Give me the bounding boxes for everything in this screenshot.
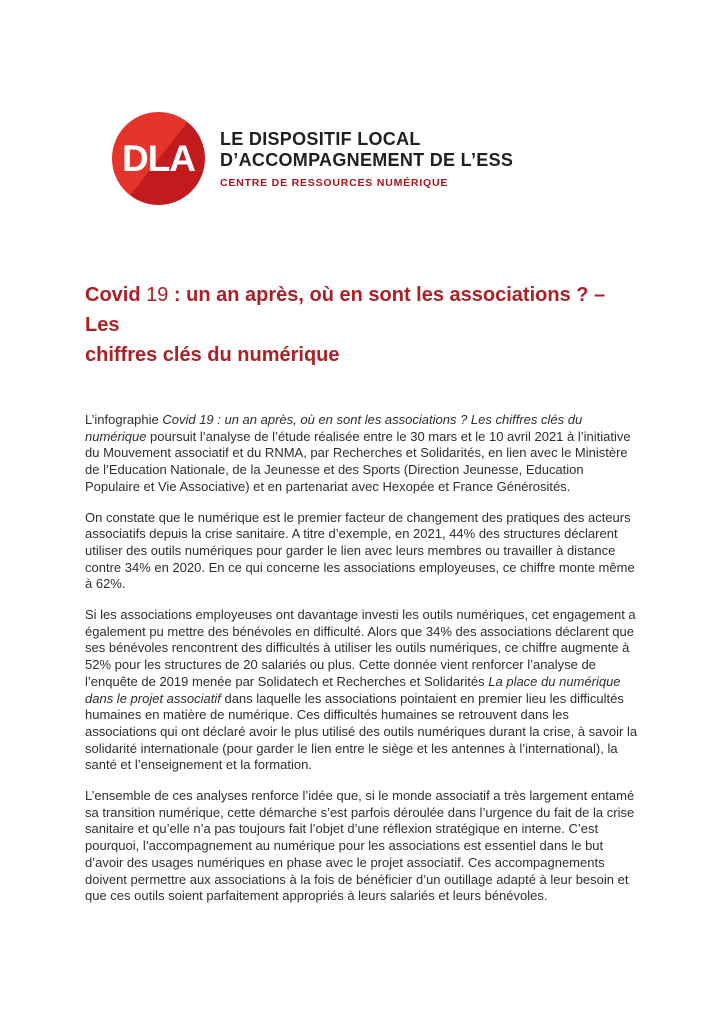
paragraph-3-italic-title: La place du numérique dans le projet associatif	[85, 673, 621, 706]
paragraph-3	[85, 607, 642, 774]
article-title-line2: chiffres clés du numérique	[85, 344, 340, 366]
paragraph-4: L’ensemble de ces analyses renforce l’idée que, si le monde associatif a très largement entamé sa transition numérique, cette démarche s’est parfois déroulée dans l’urgence du fait de la crise sanitaire et qu’elle n’a pas toujours fait l’objet d’une réflexion stratégique en interne. C’est pourquoi, l’accompagnement au numérique pour les associations est essentiel dans le but d’avoir des usages numériques en phase avec le projet associatif. Ces accompagnements doivent permettre aux associations à la fois de bénéficier d’un outillage adapté à leur besoin et que ces outils soient parfaitement appropriés à leurs salariés et leurs bénévoles.	[85, 788, 635, 904]
article-body	[85, 280, 642, 919]
brand-text	[220, 129, 513, 189]
paragraph-1-lead: L’infographie	[85, 412, 163, 427]
org-subtitle: CENTRE DE RESSOURCES NUMÉRIQUE	[220, 176, 449, 189]
dla-logo	[112, 112, 205, 205]
title-number-19: 19	[146, 284, 169, 306]
dla-logo-text: DLA	[121, 137, 196, 179]
title-word-covid: Covid	[85, 284, 147, 306]
paragraph-3-rest: dans laquelle les associations pointaient en premier lieu les difficultés humaines en matière de numérique. Ces difficultés humaines se retrouvent dans les associations qui ont déclaré avoir le plus utilisé des outils numériques durant la crise, à savoir la solidarité internationale (pour garder le lien entre le siège et les antennes à l’international), la santé et l’enseignement et la formation.	[85, 690, 638, 773]
article-title	[85, 280, 642, 370]
article-title-line1	[85, 280, 642, 340]
org-name-line1: LE DISPOSITIF LOCAL	[220, 128, 421, 149]
paragraph-2: On constate que le numérique est le premier facteur de changement des pratiques des acteurs associatifs depuis la crise sanitaire. A titre d’exemple, en 2021, 44% des structures déclarent utiliser des outils numériques pour garder le lien avec leurs membres ou travailler à distance contre 34% en 2020. En ce qui concerne les associations employeuses, ce chiffre monte même à 62%.	[85, 509, 635, 592]
org-name-line2: D’ACCOMPAGNEMENT DE L’ESS	[220, 149, 514, 170]
paragraph-1-italic-title: Covid 19 : un an après, où en sont les associations ? Les chiffres clés du numérique	[85, 412, 583, 444]
paragraph-3-lead: Si les associations employeuses ont davantage investi les outils numériques, cet engagement a également pu mettre des bénévoles en difficulté. Alors que 34% des associations déclarent que ses bénévoles rencontrent des difficultés à utiliser les outils numériques, ce chiffre augmente à 52% pour les structures de 20 salariés ou plus. Cette donnée vient renforcer l’analyse de l’enquête de 2019 menée par Solidatech et Recherches et Solidarités	[85, 607, 636, 689]
title-line1-rest: : un an après, où en sont les associations ? – Les	[85, 284, 606, 336]
paragraph-1-rest: poursuit l’analyse de l’étude réalisée entre le 30 mars et le 10 avril 2021 à l’initiative du Mouvement associatif et du RNMA, par Recherches et Solidarités, en lien avec le Ministère de l’Education Nationale, de la Jeunesse et des Sports (Direction Jeunesse, Education Populaire et Vie Associative) et en partenariat avec Hexopée et France Générosités.	[85, 428, 631, 494]
brand-header	[112, 112, 513, 205]
paragraph-1	[85, 412, 642, 496]
